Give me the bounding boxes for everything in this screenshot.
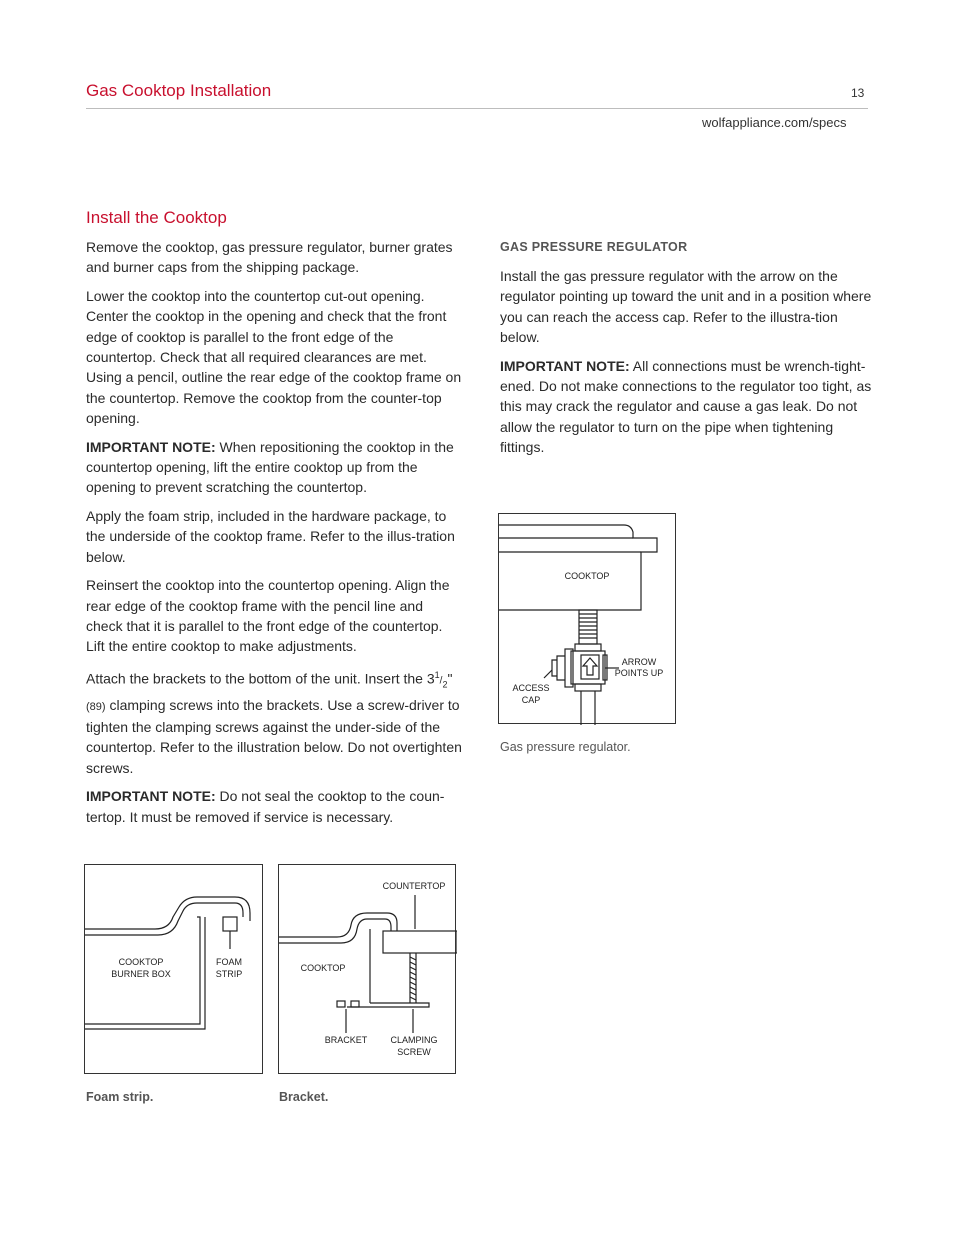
important-note-reposition — [86, 437, 462, 498]
brackets-text-a: Attach the brackets to the bottom of the unit. Insert the 3 — [86, 670, 435, 687]
note-label: IMPORTANT NOTE: — [500, 357, 630, 374]
section-title: Install the Cooktop — [86, 208, 227, 227]
label-clamping-screw-2: SCREW — [397, 1047, 431, 1057]
label-cooktop-burner-box-2: BURNER BOX — [111, 969, 171, 979]
label-foam-strip-2: STRIP — [215, 969, 243, 979]
fraction-numerator: 1 — [434, 669, 440, 680]
label-bracket: BRACKET — [324, 1035, 368, 1045]
label-arrow-points-up-1: ARROW — [621, 657, 657, 667]
note-label: IMPORTANT NOTE: — [86, 788, 216, 805]
page-number: 13 — [851, 86, 865, 100]
header-url: wolfappliance.com/specs — [702, 115, 847, 130]
subhead-gas-regulator: GAS PRESSURE REGULATOR — [500, 240, 688, 254]
brackets-text-c: clamping screws into the brackets. Use a screw-driver to tighten the clamping screws against the under-side of the countertop. Refer to the illustration below. Do not overtighten screws. — [86, 696, 462, 776]
brackets-text-b: " — [447, 670, 453, 687]
paragraph-lower: Lower the cooktop into the countertop cut-out opening. Center the cooktop in the opening and check that the front edge of cooktop is parallel to the front edge of the countertop. Check that all required clearances are met. Using a pencil, outline the rear edge of the cooktop frame on the countertop. Remove the cooktop from the counter-top opening. — [86, 287, 462, 427]
paragraph-remove: Remove the cooktop, gas pressure regulator, burner grates and burner caps from the shipping package. — [86, 239, 453, 276]
figure-bracket — [278, 864, 456, 1074]
label-foam-strip-1: FOAM — [216, 957, 242, 967]
note-text: Do not seal the cooktop to the coun-tertop. It must be removed if service is necessary. — [86, 788, 445, 825]
right-column — [500, 266, 874, 466]
label-cooktop: COOKTOP — [564, 571, 610, 581]
left-column — [86, 237, 462, 835]
label-arrow-points-up-2: POINTS UP — [614, 668, 664, 678]
caption-regulator: Gas pressure regulator. — [500, 740, 631, 754]
paragraph-regulator: Install the gas pressure regulator with the arrow on the regulator pointing up toward the unit and in a position where you can reach the access cap. Refer to the illustra-tion below. — [500, 268, 872, 346]
header-title: Gas Cooktop Installation — [86, 81, 272, 100]
label-access-cap-2: CAP — [521, 695, 541, 705]
caption-bracket: Bracket. — [279, 1090, 329, 1104]
paragraph-reinsert: Reinsert the cooktop into the countertop opening. Align the rear edge of the cooktop frame with the pencil line and check that it is parallel to the front edge of the countertop. Lift the entire cooktop to make adjustments. — [86, 577, 450, 655]
note-text: When repositioning the cooktop in the countertop opening, lift the entire cooktop up from the opening to prevent scratching the countertop. — [86, 438, 454, 496]
paragraph-brackets: Attach the brackets to the bottom of the unit. Insert the $3^1/_2$" (89) clamping screws into the brackets. Use a screw-driver to tighten the clamping screws against the under-side of the countertop. Refer to the illustration below. Do not overtighten screws. — [86, 669, 462, 776]
label-access-cap-1: ACCESS — [512, 683, 550, 693]
note-label: IMPORTANT NOTE: — [86, 438, 216, 455]
note-text: All connections must be wrench-tight-ened. Do not make connections to the regulator too tight, as this may crack the regulator and cause a gas leak. Do not allow the regulator to turn on the pipe when tightening fittings. — [500, 357, 872, 456]
paragraph-foam: Apply the foam strip, included in the hardware package, to the underside of the cooktop frame. Refer to the illus-tration below. — [86, 507, 455, 565]
figure-regulator — [498, 513, 676, 724]
figure-foam-strip — [84, 864, 263, 1074]
caption-foam-strip: Foam strip. — [86, 1090, 154, 1104]
metric-value: (89) — [86, 700, 106, 713]
header-rule — [86, 108, 868, 109]
label-countertop: COUNTERTOP — [382, 881, 446, 891]
important-note-seal — [86, 786, 462, 827]
fraction-denominator: 2 — [442, 679, 448, 690]
label-cooktop: COOKTOP — [300, 963, 346, 973]
important-note-wrench — [500, 356, 874, 458]
label-cooktop-burner-box-1: COOKTOP — [118, 957, 164, 967]
label-clamping-screw-1: CLAMPING — [390, 1035, 438, 1045]
